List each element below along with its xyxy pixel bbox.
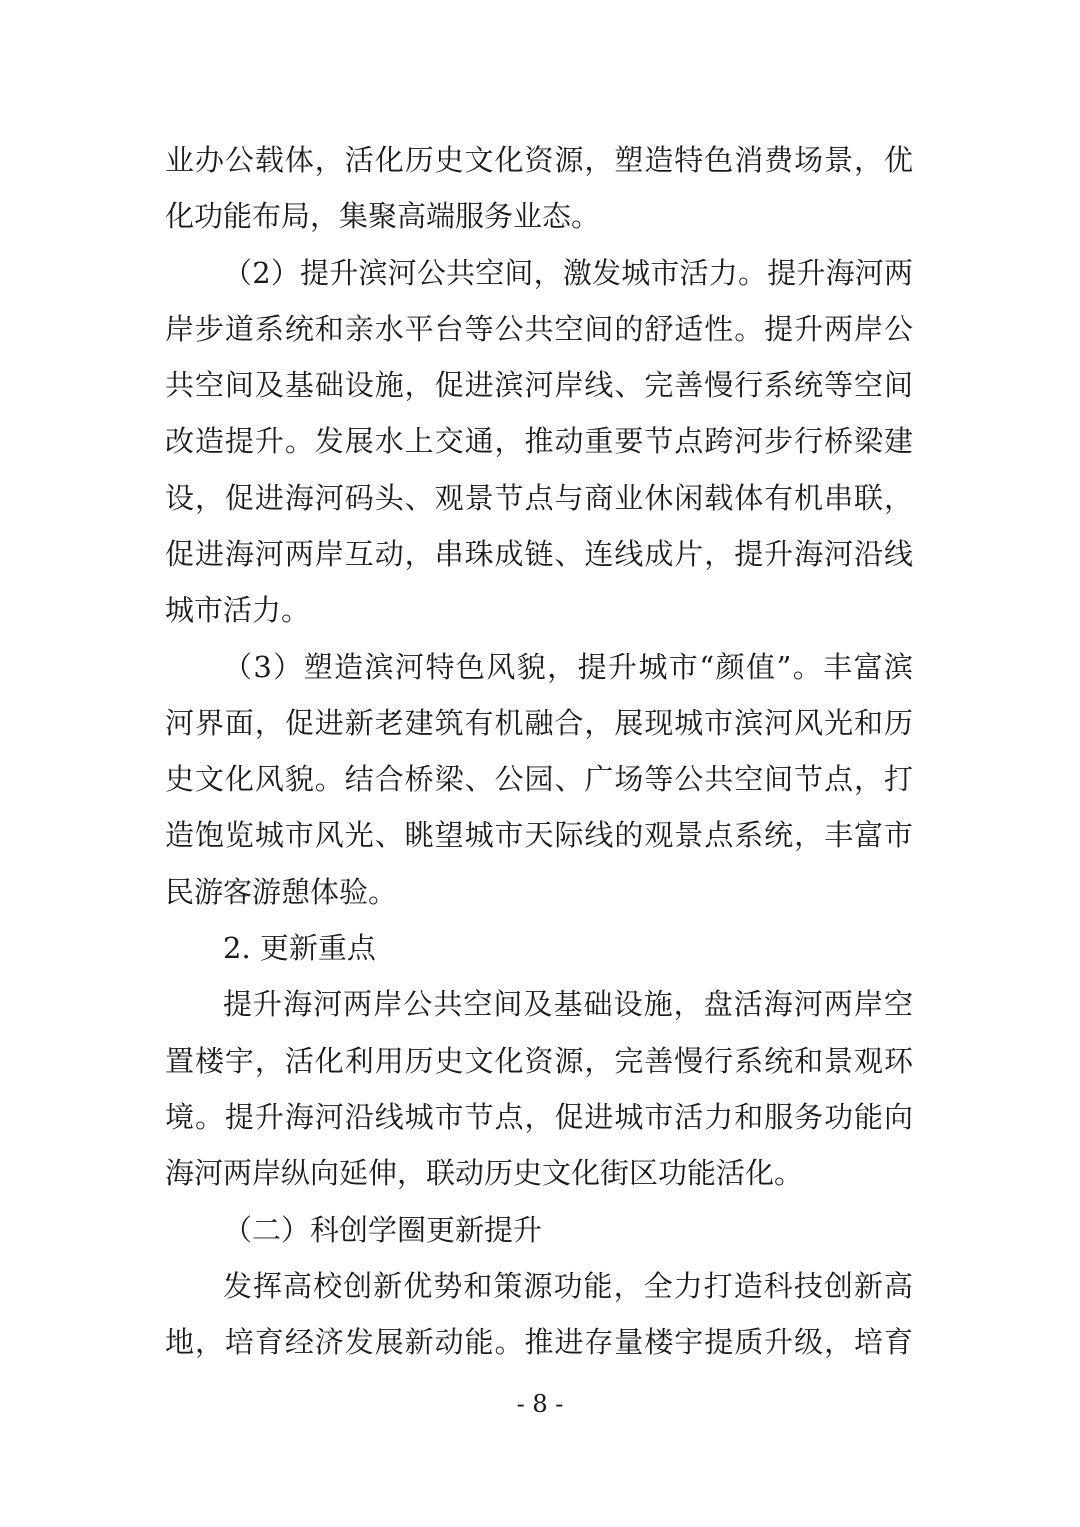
section-heading: （二）科创学圈更新提升 bbox=[223, 1213, 543, 1247]
body-text-line: 改造提升。发展水上交通，推动重要节点跨河步行桥梁建 bbox=[165, 424, 913, 458]
body-text-line: 河界面，促进新老建筑有机融合，展现城市滨河风光和历 bbox=[165, 706, 913, 740]
body-text-line: 民游客游憩体验。 bbox=[165, 875, 398, 909]
body-text-line: 境。提升海河沿线城市节点，促进城市活力和服务功能向 bbox=[165, 1100, 913, 1134]
body-text-line: 地，培育经济发展新动能。推进存量楼宇提质升级，培育 bbox=[165, 1325, 913, 1359]
body-text-line: 发挥高校创新优势和策源功能，全力打造科技创新高 bbox=[223, 1269, 913, 1303]
body-text-line: 业办公载体，活化历史文化资源，塑造特色消费场景，优 bbox=[165, 143, 913, 177]
body-text-line: 共空间及基础设施，促进滨河岸线、完善慢行系统等空间 bbox=[165, 368, 913, 402]
section-heading: 2. 更新重点 bbox=[223, 931, 376, 965]
page-number: - 8 - bbox=[516, 1390, 564, 1418]
body-text-line: 促进海河两岸互动，串珠成链、连线成片，提升海河沿线 bbox=[165, 537, 913, 571]
body-text-line: （3）塑造滨河特色风貌，提升城市“颜值”。丰富滨 bbox=[223, 650, 913, 684]
body-text-line: 岸步道系统和亲水平台等公共空间的舒适性。提升两岸公 bbox=[165, 312, 913, 346]
body-text-line: 海河两岸纵向延伸，联动历史文化街区功能活化。 bbox=[165, 1156, 804, 1190]
body-text-line: 史文化风貌。结合桥梁、公园、广场等公共空间节点，打 bbox=[165, 762, 913, 796]
body-text-line: 提升海河两岸公共空间及基础设施，盘活海河两岸空 bbox=[223, 987, 913, 1021]
body-text-line: 置楼宇，活化利用历史文化资源，完善慢行系统和景观环 bbox=[165, 1044, 913, 1078]
body-text-line: 设，促进海河码头、观景节点与商业休闲载体有机串联， bbox=[165, 481, 913, 515]
body-text-line: 造饱览城市风光、眺望城市天际线的观景点系统，丰富市 bbox=[165, 818, 913, 852]
body-text-line: （2）提升滨河公共空间，激发城市活力。提升海河两 bbox=[223, 256, 913, 290]
body-text-line: 化功能布局，集聚高端服务业态。 bbox=[165, 199, 601, 233]
body-text-line: 城市活力。 bbox=[165, 593, 311, 627]
